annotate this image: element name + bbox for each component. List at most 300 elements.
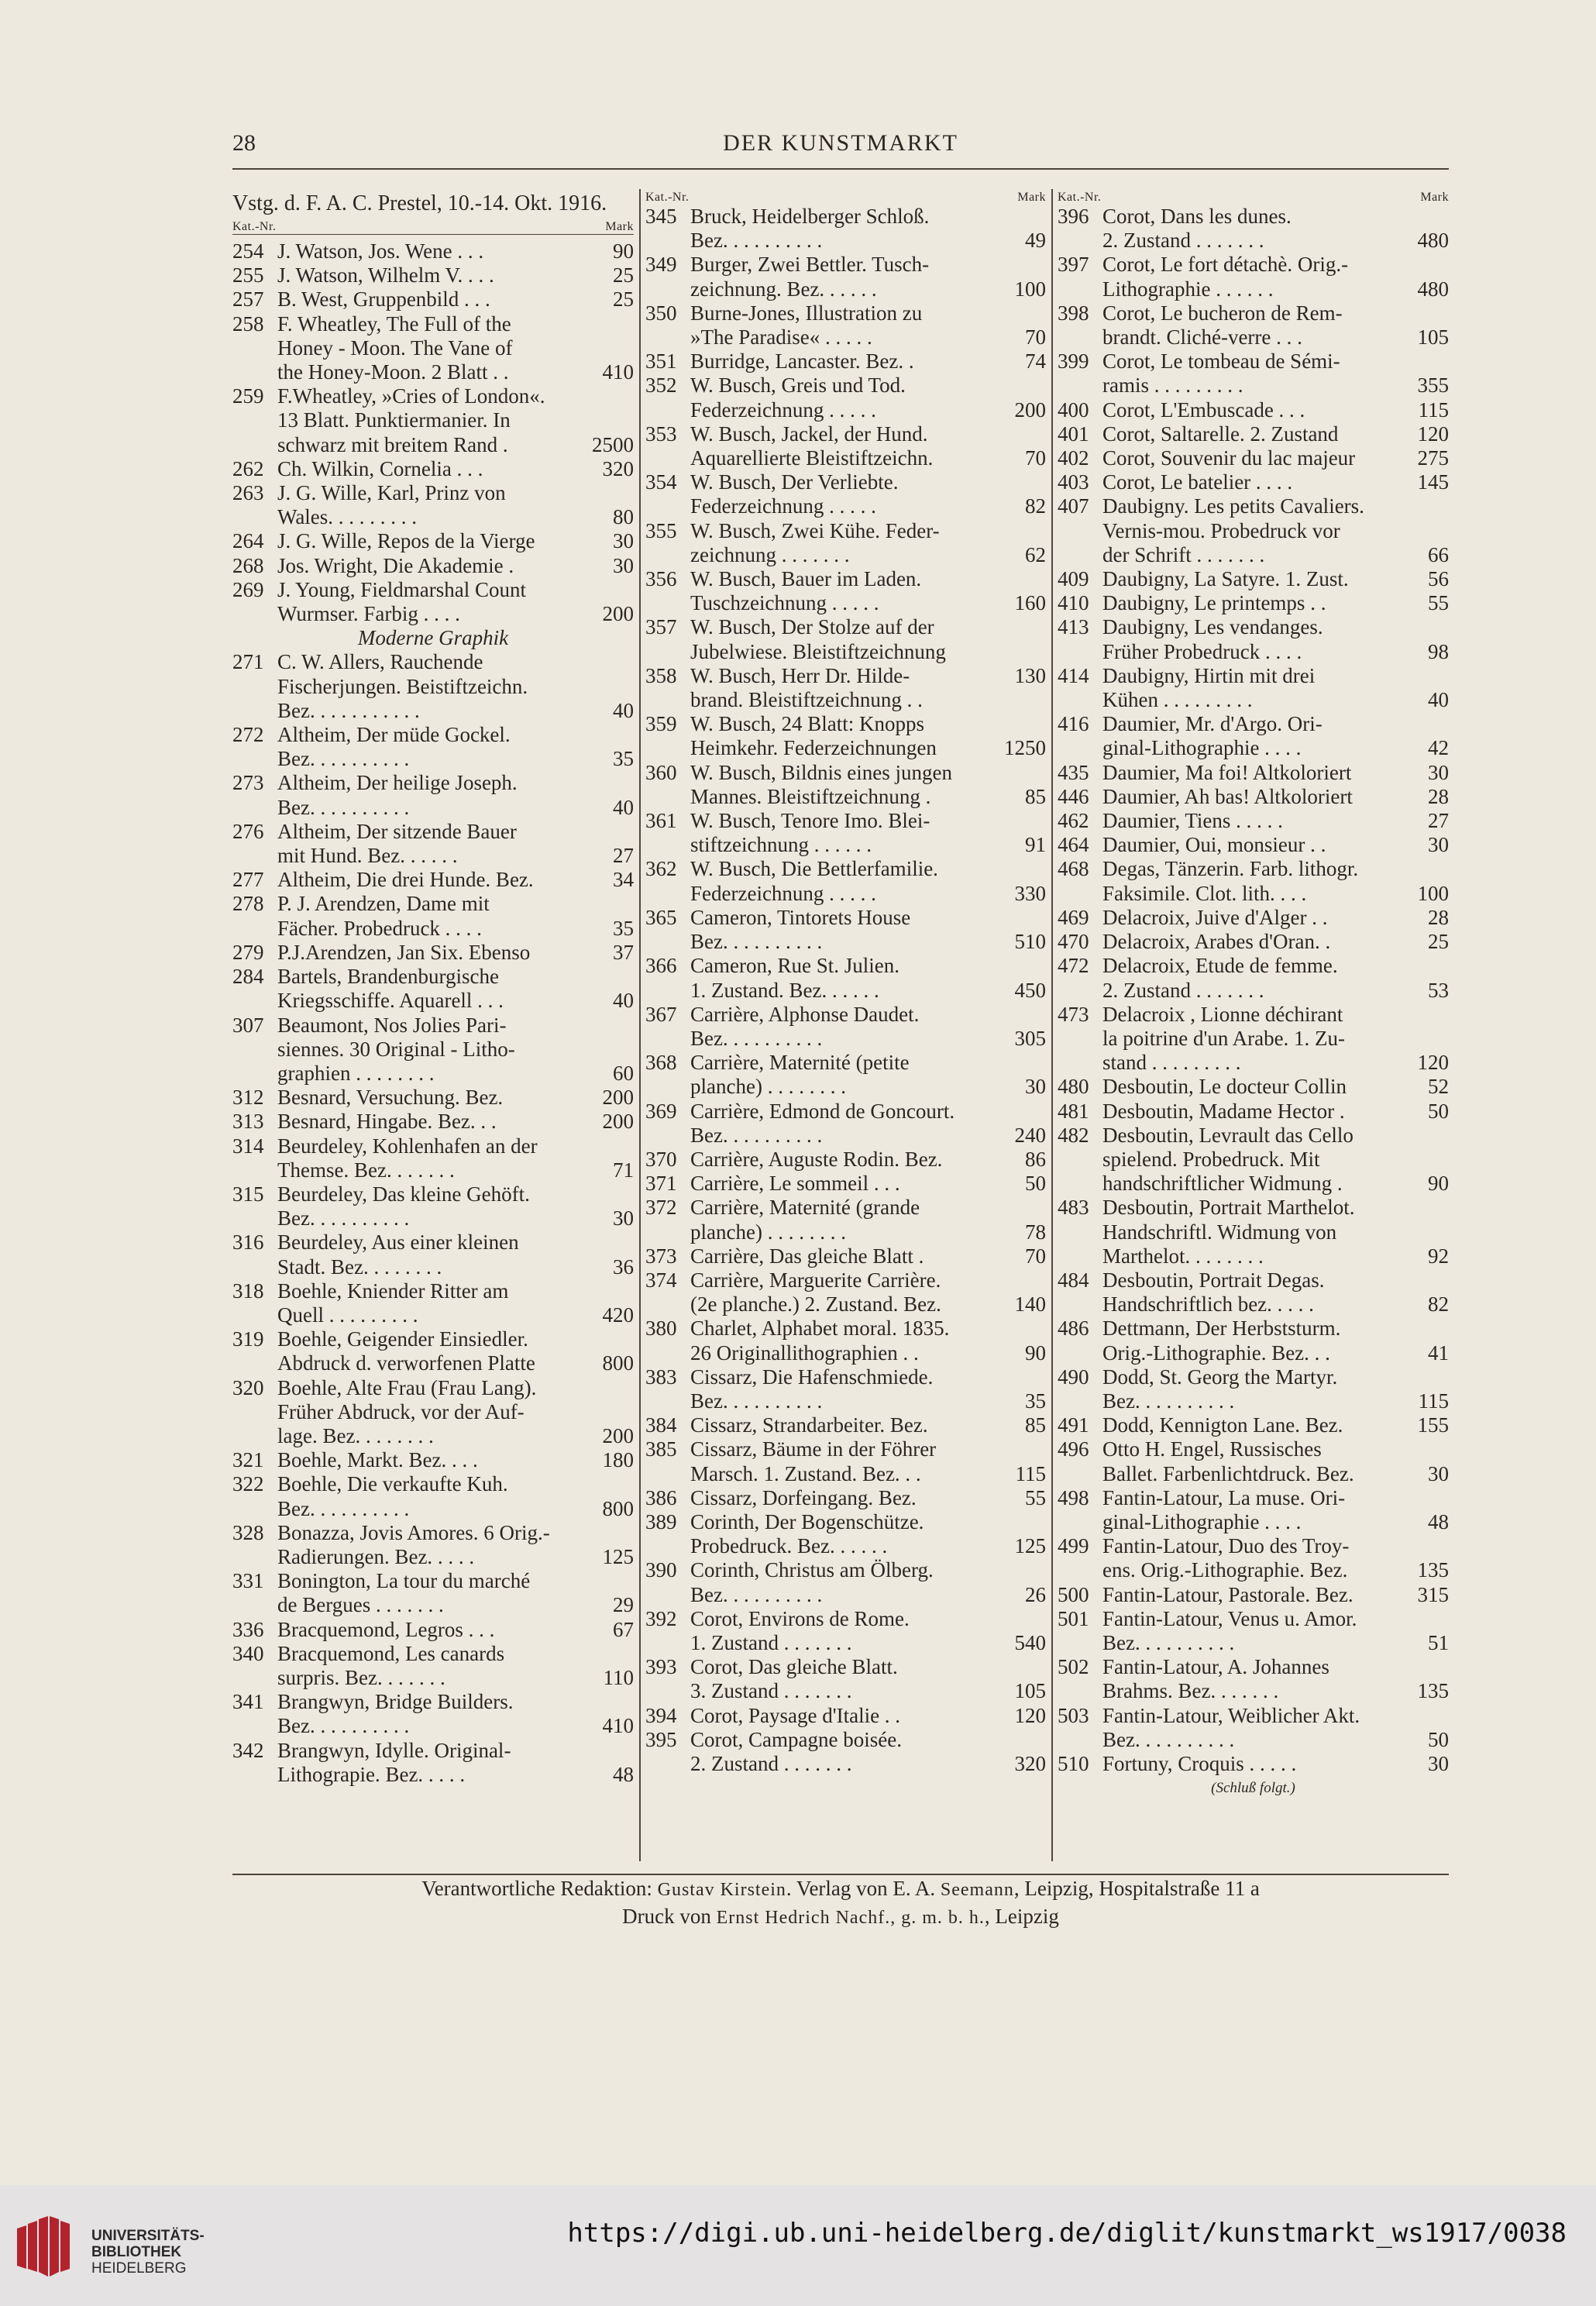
price-mark: 48 — [1428, 1509, 1449, 1533]
entry-description: ramis . . . . . . . . . — [1102, 373, 1243, 398]
entry-text — [1102, 1365, 1449, 1413]
entry-line — [1102, 1220, 1449, 1244]
entry-line — [277, 287, 634, 311]
entry-description: W. Busch, Jackel, der Hund. — [690, 422, 928, 446]
catalog-number: 499 — [1058, 1534, 1089, 1558]
entry-text — [690, 1655, 1046, 1703]
price-mark: 355 — [1417, 373, 1449, 398]
catalog-number: 470 — [1058, 930, 1089, 954]
entry-text — [1102, 712, 1449, 760]
entry-line — [277, 1472, 634, 1496]
catalog-number: 262 — [232, 456, 264, 480]
entry-line — [1102, 785, 1449, 809]
entry-line — [690, 712, 1046, 736]
catalog-entry — [1058, 470, 1449, 494]
entry-description: Abdruck d. verworfenen Platte — [277, 1351, 535, 1375]
entry-text — [690, 1172, 1046, 1196]
entry-text — [277, 1618, 634, 1642]
entry-text — [690, 1413, 1046, 1437]
catalog-entry — [232, 1110, 634, 1134]
entry-line — [1102, 422, 1449, 446]
entry-description: Delacroix , Lionne déchirant — [1102, 1002, 1343, 1026]
entry-line — [1102, 1389, 1449, 1413]
catalog-entry — [232, 723, 634, 771]
entry-line — [690, 1148, 1046, 1172]
entry-line — [1102, 1583, 1449, 1607]
catalog-entry — [645, 712, 1046, 760]
entry-line — [690, 954, 1046, 978]
imprint-text: , Leipzig, Hospitalstraße 11 a — [1013, 1877, 1260, 1900]
entry-line — [1102, 446, 1449, 470]
entry-description: Brangwyn, Idylle. Original- — [277, 1738, 511, 1762]
price-mark: 40 — [613, 989, 634, 1013]
entry-line — [277, 844, 634, 868]
entry-line — [277, 1014, 634, 1038]
entry-description: Desboutin, Levrault das Cello — [1102, 1123, 1354, 1147]
catalog-number: 331 — [232, 1569, 264, 1593]
entry-text — [1102, 954, 1449, 1002]
catalog-column-2 — [645, 189, 1046, 1776]
price-mark: 125 — [1014, 1534, 1046, 1558]
entry-line — [277, 529, 634, 553]
catalog-number: 502 — [1058, 1655, 1089, 1679]
entry-description: Corot, Campagne boisée. — [690, 1727, 902, 1751]
entry-description: 1. Zustand. Bez. . . . . . — [690, 978, 879, 1002]
entry-line — [690, 1583, 1046, 1607]
price-mark: 420 — [602, 1303, 634, 1327]
entry-description: Corot, Souvenir du lac majeur — [1102, 446, 1356, 470]
entry-description: planche) . . . . . . . . — [690, 1075, 846, 1099]
entry-description: C. W. Allers, Rauchende — [277, 650, 483, 674]
entry-description: Desboutin, Le docteur Collin — [1102, 1075, 1347, 1099]
permalink-url[interactable]: https://digi.ub.uni-heidelberg.de/diglit/kunstmarkt_ws1917/0038 — [567, 2218, 1567, 2249]
price-mark: 800 — [602, 1351, 634, 1375]
catalog-number: 380 — [645, 1316, 677, 1341]
entry-description: Boehle, Kniender Ritter am — [277, 1279, 509, 1303]
catalog-entry — [645, 373, 1046, 422]
entry-line — [277, 1618, 634, 1642]
catalog-entry — [1058, 398, 1449, 422]
catalog-entry — [1058, 1486, 1449, 1534]
catalog-entry — [645, 205, 1046, 253]
entry-line — [277, 892, 634, 916]
entry-description: Jubelwiese. Bleistiftzeichnung — [690, 639, 946, 663]
entry-description: Früher Probedruck . . . . — [1102, 639, 1302, 663]
entry-description: W. Busch, Herr Dr. Hilde- — [690, 663, 910, 687]
catalog-number: 384 — [645, 1413, 677, 1437]
catalog-number: 341 — [232, 1690, 264, 1714]
entry-description: Boehle, Die verkaufte Kuh. — [277, 1472, 508, 1496]
entry-description: Desboutin, Portrait Degas. — [1102, 1268, 1325, 1292]
entry-description: W. Busch, Tenore Imo. Blei- — [690, 809, 930, 833]
entry-text — [690, 906, 1046, 954]
entry-description: Besnard, Versuchung. Bez. — [277, 1086, 504, 1110]
entry-description: Corinth, Christus am Ölberg. — [690, 1558, 934, 1582]
entry-line — [690, 325, 1046, 349]
entry-line — [690, 349, 1046, 373]
catalog-entry — [645, 567, 1046, 615]
entry-text — [1102, 1437, 1449, 1485]
catalog-number: 407 — [1058, 494, 1089, 518]
catalog-entry — [645, 1316, 1046, 1365]
column-header — [645, 189, 1046, 205]
imprint — [232, 1875, 1449, 1931]
entry-description: Orig.-Lithographie. Bez. . . — [1102, 1341, 1330, 1365]
entry-text — [277, 384, 634, 457]
catalog-entry — [1058, 205, 1449, 253]
entry-text — [690, 1316, 1046, 1365]
entry-description: Daubigny, Le printemps . . — [1102, 591, 1326, 615]
entry-description: Vernis-mou. Probedruck vor — [1102, 518, 1340, 542]
entry-description: Daubigny, La Satyre. 1. Zust. — [1102, 567, 1349, 591]
entry-description: Bez. . . . . . . . . . — [690, 1389, 823, 1413]
catalog-number: 355 — [645, 518, 677, 542]
entry-description: Cameron, Tintorets House — [690, 905, 911, 929]
entry-line — [1102, 1292, 1449, 1316]
entry-text — [277, 1110, 634, 1134]
entry-text — [277, 263, 634, 287]
entry-list — [1058, 205, 1449, 1800]
price-mark: 26 — [1025, 1582, 1046, 1606]
entry-description: Delacroix, Arabes d'Oran. . — [1102, 930, 1331, 954]
catalog-number: 410 — [1058, 591, 1089, 615]
catalog-entry — [232, 1327, 634, 1375]
price-mark: 28 — [1428, 784, 1449, 808]
entry-line — [690, 1124, 1046, 1148]
entry-description: Corot, Le batelier . . . . — [1102, 470, 1293, 494]
entry-description: Brangwyn, Bridge Builders. — [277, 1690, 514, 1714]
catalog-number: 272 — [232, 723, 264, 747]
continuation-note: (Schluß folgt.) — [1211, 1780, 1295, 1797]
entry-description: Cameron, Rue St. Julien. — [690, 954, 899, 978]
catalog-number: 316 — [232, 1230, 264, 1255]
entry-description: Marsch. 1. Zustand. Bez. . . — [690, 1461, 921, 1485]
entry-description: stand . . . . . . . . . — [1102, 1051, 1241, 1075]
price-mark: 320 — [602, 456, 634, 480]
price-mark: 450 — [1014, 978, 1046, 1002]
price-mark: 120 — [1417, 422, 1449, 446]
catalog-number: 362 — [645, 857, 677, 881]
entry-line — [277, 1569, 634, 1593]
catalog-number: 320 — [232, 1375, 264, 1399]
entry-description: J. Watson, Wilhelm V. . . . — [277, 263, 494, 287]
catalog-number: 435 — [1058, 760, 1089, 784]
entry-description: Carrière, Das gleiche Blatt . — [690, 1244, 924, 1268]
catalog-number: 353 — [645, 422, 677, 446]
column-header — [232, 219, 634, 235]
entry-description: W. Busch, 24 Blatt: Knopps — [690, 712, 925, 736]
price-mark: 410 — [602, 1714, 634, 1738]
entry-line — [277, 1038, 634, 1062]
catalog-number: 312 — [232, 1086, 264, 1110]
entry-description: zeichnung. Bez. . . . . . — [690, 277, 877, 301]
entry-line — [690, 1244, 1046, 1268]
price-mark: 52 — [1428, 1075, 1449, 1099]
entry-line — [277, 312, 634, 336]
catalog-number: 322 — [232, 1472, 264, 1496]
catalog-entry — [645, 253, 1046, 301]
entry-description: J. Watson, Jos. Wene . . . — [277, 239, 484, 263]
entry-text — [690, 1510, 1046, 1558]
catalog-number: 385 — [645, 1437, 677, 1461]
entry-line — [690, 1631, 1046, 1655]
price-mark: 90 — [1428, 1172, 1449, 1196]
entry-description: Themse. Bez. . . . . . . — [277, 1158, 455, 1182]
entry-description: Bonazza, Jovis Amores. 6 Orig.- — [277, 1520, 550, 1544]
entry-text — [690, 1728, 1046, 1776]
entry-line — [690, 205, 1046, 229]
entry-line — [1102, 1486, 1449, 1510]
catalog-entry — [645, 615, 1046, 663]
catalog-number: 468 — [1058, 857, 1089, 881]
catalog-entry — [645, 761, 1046, 809]
entry-description: 2. Zustand . . . . . . . — [1102, 978, 1264, 1002]
entry-description: Boehle, Markt. Bez. . . . — [277, 1448, 478, 1472]
entry-text — [277, 529, 634, 553]
price-mark: 800 — [602, 1496, 634, 1520]
catalog-entry — [232, 578, 634, 626]
entry-line — [277, 1134, 634, 1158]
entry-description: lage. Bez. . . . . . . . — [277, 1423, 434, 1447]
catalog-number: 372 — [645, 1196, 677, 1220]
entry-line — [1102, 906, 1449, 930]
catalog-entry — [645, 470, 1046, 518]
entry-description: Beurdeley, Aus einer kleinen — [277, 1230, 519, 1255]
catalog-entry — [232, 529, 634, 553]
catalog-number: 484 — [1058, 1268, 1089, 1292]
entry-text — [277, 1472, 634, 1520]
entry-text — [1102, 664, 1449, 712]
imprint-text: . Verlag von E. A. — [786, 1877, 941, 1900]
entry-line — [1102, 930, 1449, 954]
entry-description: Honey - Moon. The Vane of — [277, 336, 513, 360]
catalog-number: 473 — [1058, 1002, 1089, 1026]
catalog-number: 383 — [645, 1365, 677, 1389]
catalog-entry — [232, 1230, 634, 1279]
catalog-entry — [232, 239, 634, 263]
entry-description: Cissarz, Bäume in der Föhrer — [690, 1437, 937, 1461]
price-mark: 90 — [613, 239, 634, 263]
entry-text — [1102, 1607, 1449, 1655]
price-mark: 105 — [1417, 325, 1449, 349]
entry-line — [1102, 470, 1449, 494]
catalog-entry — [1058, 712, 1449, 760]
catalog-entry — [1058, 301, 1449, 349]
entry-text — [1102, 1655, 1449, 1703]
entry-description: W. Busch, Zwei Kühe. Feder- — [690, 518, 940, 542]
catalog-entry — [1058, 349, 1449, 398]
entry-line — [277, 1545, 634, 1569]
entry-line — [690, 809, 1046, 833]
entry-text — [1102, 1100, 1449, 1124]
catalog-number: 352 — [645, 373, 677, 398]
catalog-number: 403 — [1058, 470, 1089, 494]
university-library-logo-icon — [0, 2185, 85, 2306]
catalog-entry — [1058, 1704, 1449, 1752]
entry-line — [277, 408, 634, 432]
price-mark: 30 — [1428, 1461, 1449, 1485]
entry-line — [1102, 1027, 1449, 1051]
imprint-line-2 — [232, 1903, 1449, 1931]
entry-description: Carrière, Edmond de Goncourt. — [690, 1099, 955, 1123]
entry-description: schwarz mit breitem Rand . — [277, 432, 508, 456]
price-mark: 50 — [1025, 1172, 1046, 1196]
entry-text — [277, 1182, 634, 1230]
entry-line — [277, 578, 634, 602]
price-mark: 1250 — [1004, 736, 1046, 760]
entry-line — [1102, 882, 1449, 906]
entry-line — [1102, 373, 1449, 398]
entry-description: Fantin-Latour, Weiblicher Akt. — [1102, 1703, 1360, 1727]
entry-description: Carrière, Maternité (petite — [690, 1051, 910, 1075]
entry-text — [277, 457, 634, 481]
entry-description: Corot, Paysage d'Italie . . — [690, 1703, 901, 1727]
entry-text — [690, 567, 1046, 615]
entry-text — [277, 1642, 634, 1690]
entry-description: W. Busch, Die Bettlerfamilie. — [690, 857, 938, 881]
institution-line: UNIVERSITÄTS- — [91, 2228, 205, 2244]
entry-text — [277, 1521, 634, 1569]
printer-name: Ernst Hedrich Nachf., g. m. b. h. — [716, 1908, 985, 1928]
entry-line — [1102, 1341, 1449, 1365]
entry-line — [277, 505, 634, 529]
catalog-entry — [645, 1558, 1046, 1606]
catalog-entry — [232, 287, 634, 311]
entry-line — [277, 820, 634, 844]
price-mark: 49 — [1025, 229, 1046, 253]
catalog-entry — [232, 820, 634, 868]
entry-description: Wurmser. Farbig . . . . — [277, 602, 460, 626]
entry-description: Fantin-Latour, A. Johannes — [1102, 1655, 1329, 1679]
entry-line — [277, 747, 634, 771]
entry-description: Daumier, Oui, monsieur . . — [1102, 833, 1326, 857]
entry-text — [690, 422, 1046, 470]
entry-line — [277, 1763, 634, 1787]
entry-text — [277, 1327, 634, 1375]
price-mark: 330 — [1014, 881, 1046, 905]
entry-text — [1102, 446, 1449, 470]
entry-line — [690, 591, 1046, 615]
col-header-nr: Kat.-Nr. — [232, 220, 277, 233]
entry-line — [277, 796, 634, 820]
entry-line — [690, 785, 1046, 809]
price-mark: 55 — [1025, 1485, 1046, 1509]
entry-description: 1. Zustand . . . . . . . — [690, 1630, 852, 1654]
entry-description: Bez. . . . . . . . . . — [277, 1206, 410, 1230]
entry-description: Bez. . . . . . . . . . — [1102, 1630, 1235, 1654]
entry-description: Jos. Wright, Die Akademie . — [277, 553, 514, 577]
catalog-number: 264 — [232, 529, 264, 553]
entry-line — [1102, 543, 1449, 567]
price-mark: 86 — [1025, 1147, 1046, 1171]
entry-line — [1102, 615, 1449, 639]
entry-text — [690, 1051, 1046, 1099]
price-mark: 160 — [1014, 591, 1046, 615]
entry-line — [690, 664, 1046, 688]
price-mark: 85 — [1025, 784, 1046, 808]
catalog-entry — [645, 1148, 1046, 1172]
price-mark: 91 — [1025, 833, 1046, 857]
entry-line — [1102, 664, 1449, 688]
price-mark: 90 — [1025, 1341, 1046, 1365]
catalog-number: 318 — [232, 1279, 264, 1303]
entry-description: siennes. 30 Original - Litho- — [277, 1037, 515, 1061]
entry-line — [1102, 1051, 1449, 1075]
entry-line — [690, 1003, 1046, 1027]
entry-text — [690, 301, 1046, 349]
price-mark: 53 — [1428, 978, 1449, 1002]
catalog-number: 336 — [232, 1617, 264, 1641]
entry-description: Corinth, Der Bogenschütze. — [690, 1509, 924, 1533]
price-mark: 27 — [613, 844, 634, 868]
entry-text — [1102, 1704, 1449, 1752]
entry-line — [1102, 1003, 1449, 1027]
entry-text — [690, 373, 1046, 422]
catalog-number: 498 — [1058, 1485, 1089, 1509]
entry-line — [1102, 494, 1449, 518]
price-mark: 71 — [613, 1158, 634, 1182]
catalog-number: 414 — [1058, 663, 1089, 687]
entry-description: Burne-Jones, Illustration zu — [690, 301, 923, 325]
entry-description: Dodd, St. Georg the Martyr. — [1102, 1365, 1338, 1389]
entry-text — [1102, 1486, 1449, 1534]
catalog-number: 386 — [645, 1485, 677, 1509]
price-mark: 100 — [1014, 277, 1046, 301]
catalog-entry — [645, 349, 1046, 373]
entry-description: Altheim, Der sitzende Bauer — [277, 819, 517, 843]
catalog-number: 496 — [1058, 1437, 1089, 1461]
entry-line — [1102, 736, 1449, 760]
catalog-entry — [645, 857, 1046, 905]
entry-text — [277, 287, 634, 311]
entry-line — [690, 373, 1046, 398]
catalog-entry — [1058, 1583, 1449, 1607]
catalog-entry — [645, 1607, 1046, 1655]
catalog-number: 263 — [232, 481, 264, 505]
catalog-column-1 — [232, 189, 634, 1787]
price-mark: 60 — [613, 1061, 634, 1085]
entry-line — [690, 1704, 1046, 1728]
price-mark: 180 — [602, 1448, 634, 1472]
catalog-entry — [1058, 1316, 1449, 1365]
entry-description: Mannes. Bleistiftzeichnung . — [690, 784, 931, 808]
catalog-number: 258 — [232, 311, 264, 336]
entry-text — [690, 1558, 1046, 1606]
entry-description: Cissarz, Die Hafenschmiede. — [690, 1365, 934, 1389]
entry-line — [690, 1413, 1046, 1437]
entry-text — [1102, 301, 1449, 349]
entry-text — [277, 239, 634, 263]
price-mark: 240 — [1014, 1123, 1046, 1147]
price-mark: 28 — [1428, 905, 1449, 929]
entry-description: Federzeichnung . . . . . — [690, 494, 876, 518]
entry-description: ginal-Lithographie . . . . — [1102, 1509, 1302, 1533]
entry-text — [1102, 349, 1449, 398]
catalog-number: 271 — [232, 650, 264, 674]
catalog-number: 257 — [232, 287, 264, 311]
entry-description: Altheim, Die drei Hunde. Bez. — [277, 868, 534, 892]
entry-description: Daumier, Mr. d'Argo. Ori- — [1102, 712, 1323, 736]
entry-description: Daumier, Tiens . . . . . — [1102, 809, 1283, 833]
catalog-entry — [1058, 1534, 1449, 1582]
catalog-entry — [1058, 1100, 1449, 1124]
entry-description: Heimkehr. Federzeichnungen — [690, 736, 937, 760]
entry-description: Fantin-Latour, Pastorale. Bez. — [1102, 1582, 1354, 1606]
catalog-number: 483 — [1058, 1196, 1089, 1220]
catalog-entry — [645, 1100, 1046, 1148]
entry-line — [277, 336, 634, 360]
catalog-number: 284 — [232, 965, 264, 989]
